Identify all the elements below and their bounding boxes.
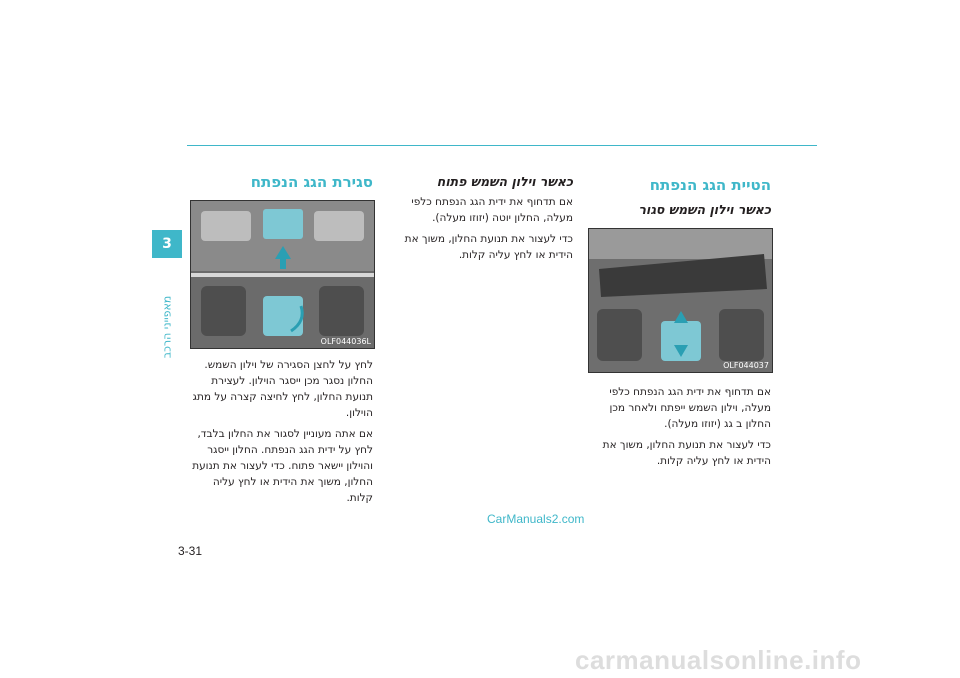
top-rule (187, 145, 817, 146)
middle-paragraph: כדי לעצור את תנועת החלון, משוך את הידית או לחץ עליה קלות. (404, 233, 573, 261)
right-paragraph: אם תדחוף את ידית הגג הנפתח כלפי מעלה, וילון השמש ייפתח ולאחר מכן החלון ב גג (יזוזו מעלה). (609, 386, 771, 430)
right-body (588, 384, 771, 474)
left-body (190, 357, 373, 511)
right-subheading: כאשר וילון השמש סגור (638, 202, 771, 217)
sunroof-close-illustration (191, 201, 374, 348)
right-paragraph: כדי לעצור את תנועת החלון, משוך את הידית או לחץ עליה קלות. (602, 439, 771, 467)
photo-code: OLF044036L (320, 337, 371, 346)
left-heading: סגירת הגג הנפתח (250, 173, 373, 191)
middle-body (388, 194, 573, 268)
watermark-link[interactable]: CarManuals2.com (487, 512, 585, 526)
middle-subheading: כאשר וילון השמש פתוח (436, 174, 573, 189)
middle-paragraph: אם תדחוף את ידית הגג הנפתח כלפי מעלה, החלון יוטה (יזוזו מעלה). (411, 196, 573, 224)
photo-code: OLF044037 (723, 361, 769, 370)
right-heading: הטיית הגג הנפתח (649, 176, 771, 194)
chapter-tab[interactable]: 3 (152, 230, 182, 258)
left-paragraph: אם אתה מעוניין לסגור את החלון בלבד, לחץ על ידית הגג הנפתח. החלון ייסגר והוילון יישאר פתוח. כדי לעצור את תנועת החלון, משוך את הידית או לחץ עליה קלות. (192, 428, 373, 504)
page-number: 3-31 (178, 544, 203, 558)
chapter-side-label (152, 262, 182, 392)
sunroof-tilt-illustration (589, 229, 772, 372)
left-paragraph: לחץ על לחצן הסגירה של וילון השמש. החלון נסגר מכן ייסגר הוילון. לעצירת תנועת החלון, לחץ לחיצה קצרה על מתג הוילון. (192, 359, 373, 419)
footer-watermark: carmanualsonline.info (575, 645, 862, 675)
chapter-title: מאפייני הרכב (160, 295, 174, 359)
sunroof-close-photo (190, 200, 375, 349)
sunroof-tilt-photo (588, 228, 773, 373)
